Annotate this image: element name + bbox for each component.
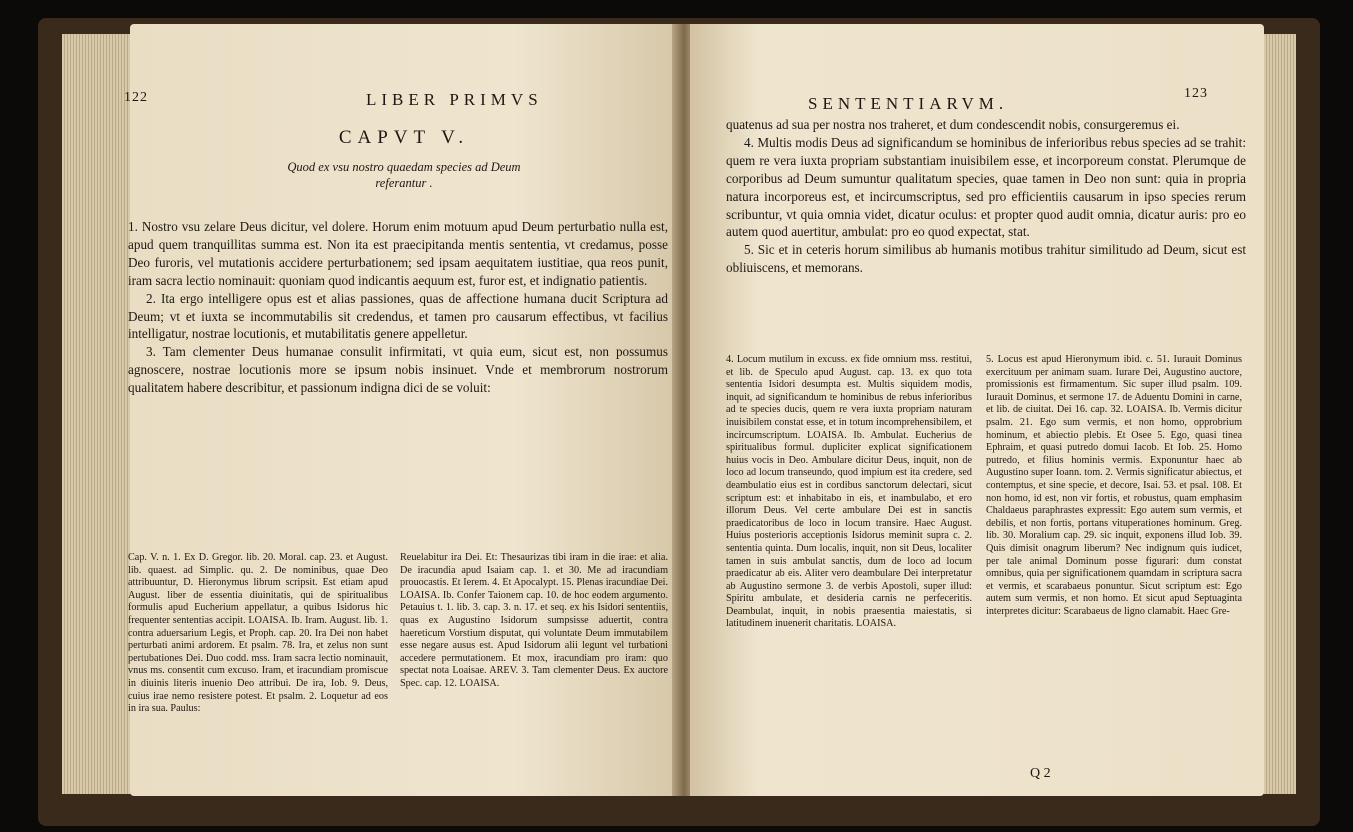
page-number-right: 123 — [1184, 86, 1208, 101]
chapter-title: CAPVT V. — [338, 127, 470, 148]
footnotes-right-col-1: 4. Locum mutilum in excuss. ex fide omnium mss. restitui, et lib. de Speculo apud August. cap. 13. ex quo tota sententia Isidori desumpta est. Multis siquidem modis, inquit, ad significandum te hominibus de rebus inferioribus ad te species ducis, quem re vera iuxta propriam naturam inuisibilem constat esse, et in totum incomprehensibilem, et incircumscriptum. LOAISA. Ib. Ambulat. Eucherius de spiritualibus formul. dupliciter explicat significationem huius vocis in Deo. Ambulare dicitur Deus, inquit, non de loco ad locum transeundo, quod impium est ita credere, sed deambulatio eius est in cordibus sanctorum delectari, sicut scriptum est: et inhabitabo in eis, et inambulabo, et ero illorum Deus. Vel certe ambulare Dei est in sanctis praedicatoribus de loco in locum transire. Haec August. Huius posterioris acceptionis Isidorus meminit supra c. 2. sententia quinta. Dum localis, inquit, non sit Deus, localiter tamen in suis ambulat sanctis, dum de loco ad locum praedicatur ab eis. Aliter vero deambulare Dei interpretatur ab Augustino sermone 3. de verbis Apostoli, super illud: Spiritu ambulate, et desideria carnis ne perfeceritis. Deambulat, inquit, in nobis praesentia maiestatis, si latitudinem inuenerit charitatis. LOAISA. — [726, 354, 972, 630]
main-text-left — [128, 218, 668, 397]
chapter-subtitle-1: Quod ex vsu nostro quaedam species ad Deum — [287, 160, 521, 174]
signature-mark: Q 2 — [1030, 766, 1051, 781]
footnotes-left-col-2: Reuelabitur ira Dei. Et: Thesaurizas tibi iram in die irae: et alia. De iracundia apud Isaiam cap. 1. et 30. Me ad iracundiam prouocastis. Et Ierem. 4. Et Apocalypt. 15. Plenas iracundiae Dei. LOAISA. Ib. Confer Taionem cap. 10. de hoc eodem argumento. Petauius t. 1. lib. 3. cap. 3. n. 17. et seq. ex his Isidori sententiis, quas ex Augustino Isidorum sumpsisse aduertit, contra haereticum Vorstium disputat, qui voluntate Deum immutabilem esse negare ausus est. Apud Isidorum alii legunt vel turbationi accedere permutationem. Et mox, iracundiam pro iram: quo spectat nota Loaisae. AREV. 3. Tam clementer Deus. Ex auctore Spec. cap. 12. LOAISA. — [400, 552, 668, 689]
footnotes-left-col-1: Cap. V. n. 1. Ex D. Gregor. lib. 20. Moral. cap. 23. et August. lib. quaest. ad Simplic. qu. 2. De nominibus, quae Deo attribuuntur, D. Hieronymus librum scripsit. Est etiam apud August. liber de essentia diuinitatis, qui de spiritualibus formulis apud Eucherium appellatur, a quibus Isidorus hic frequenter sententias accipit. LOAISA. Ib. Iram. August. lib. 1. contra aduersarium Legis, et Proph. cap. 20. Ira Dei non habet perturbati animi ardorem. Et psalm. 78. Ira, et zelus non sunt pertubationes Dei. Duo codd. mss. Iram sacra lectio nominauit, vnus ms. consentit cum excuso. Iram, et iracundiam promiscue in diuinis literis inuenio Deo attribui. De ira, Iob. 9. Deus, cuius irae nemo resistere potest. Et psalm. 2. Loquetur ad eos in ira sua. Paulus: — [128, 552, 388, 715]
paragraph-4: 4. Multis modis Deus ad significandum se hominibus de inferioribus rebus species ad se trahit: quem re vera iuxta propriam substantiam inuisibilem esse, et incorporeum constat. Plerumque de corporibus ad Deum sumuntur qualitatum species, quae tamen in Deo non sunt: quia in propria natura incorporeus est, et incircumscriptus, sed pro efficientiis causarum in ipso species rerum scribuntur, vt quia omnia videt, dicatur oculus: et propter quod audit omnia, dicatur auris: pro eo autem quod auertitur, ambulat: pro eo quod expectat, stat. — [726, 134, 1246, 240]
running-head-left: LIBER PRIMVS — [366, 90, 543, 109]
main-text-right — [726, 116, 1246, 277]
paragraph-1: 1. Nostro vsu zelare Deus dicitur, vel dolere. Horum enim motuum apud Deum perturbatio nulla est, apud quem tranquillitas summa est. Non ita est praecipitanda mentis sententia, vt credamus, posse Deo furoris, vel mutationis accidere perturbationem; sed ipsam aequitatem iustitiae, qua reos punit, iram sacra lectio nominauit: quoniam quod indicantis aequum est, furor est, et indignatio patientis. — [128, 219, 668, 288]
left-page — [124, 24, 678, 796]
page-number-left: 122 — [124, 90, 148, 105]
chapter-subtitle-2: referantur . — [375, 176, 433, 190]
page-edges-left — [62, 34, 134, 794]
paragraph-2: 2. Ita ergo intelligere opus est et alias passiones, quas de affectione humana ducit Scriptura ad Deum; vt et iuxta se incommutabilis sit credendus, et tamen pro causarum effectibus, vt facilius intelligatur, nostrae locutionis, et mutabilitatis genere appelletur. — [128, 290, 668, 342]
running-head-right: SENTENTIARVM. — [808, 94, 1009, 113]
paragraph-3: 3. Tam clementer Deus humanae consulit infirmitati, vt quia eum, sicut est, non possumus agnoscere, nostrae locutionis more se ipsum nobis insinuet. Vnde et membrorum nostrorum qualitatem habere describitur, et passionum indigna dici de se voluit: — [128, 344, 668, 396]
footnotes-right-col-2: 5. Locus est apud Hieronymum ibid. c. 51. Iurauit Dominus exercituum per animam suam. Iurare Dei, Augustino auctore, promissionis est firmamentum. Sic super illud psalm. 109. Iurauit Dominus, et sermone 17. de Aduentu Domini in carne, et lib. de ciuitat. Dei 16. cap. 32. LOAISA. Ib. Vermis dicitur psalm. 21. Ego sum vermis, et non homo, opprobrium hominum, et abiectio plebis. Et Osee 5. Ego, quasi tinea Ephraim, et quasi putredo domui Iacob. Et Iob. 25. Homo putredo, et filius hominis vermis. Exponuntur haec ab Augustino super Ioann. tom. 2. Vermis significatur abiectus, et contemptus, et sine specie, et decore, Isai. 53. et psal. 108. Et non homo, id est, non vir fortis, et robustus, quam emphasim Chaldaeus paraphrastes expressit: Ego autem sum vermis, et debilis, et non fortis, portans vituperationes hominum. Greg. lib. 30. Moralium cap. 29. sic inquit, exponens illud Iob. 39. Quis dimisit onagrum liberum? Nec indignum quis iudicet, per tale animal Dominum posse figurari: dum constat omnibus, quia per significationem quamdam in scriptura sacra et vermis, et scarabaeus ponuntur. Sicut scriptum est: Ego autem sum vermis, et non homo. Et sicut apud Septuaginta interpretes dicitur: Scarabaeus de ligno clamabit. Haec Gre- — [986, 354, 1242, 617]
right-page — [690, 24, 1264, 796]
paragraph-5: 5. Sic et in ceteris horum similibus ab humanis motibus trahitur similitudo ad Deum, sicut est obliuiscens, et memorans. — [726, 242, 1246, 276]
paragraph-continued: quatenus ad sua per nostra nos traheret, et dum condescendit nobis, consurgeremus ei. — [726, 117, 1180, 132]
